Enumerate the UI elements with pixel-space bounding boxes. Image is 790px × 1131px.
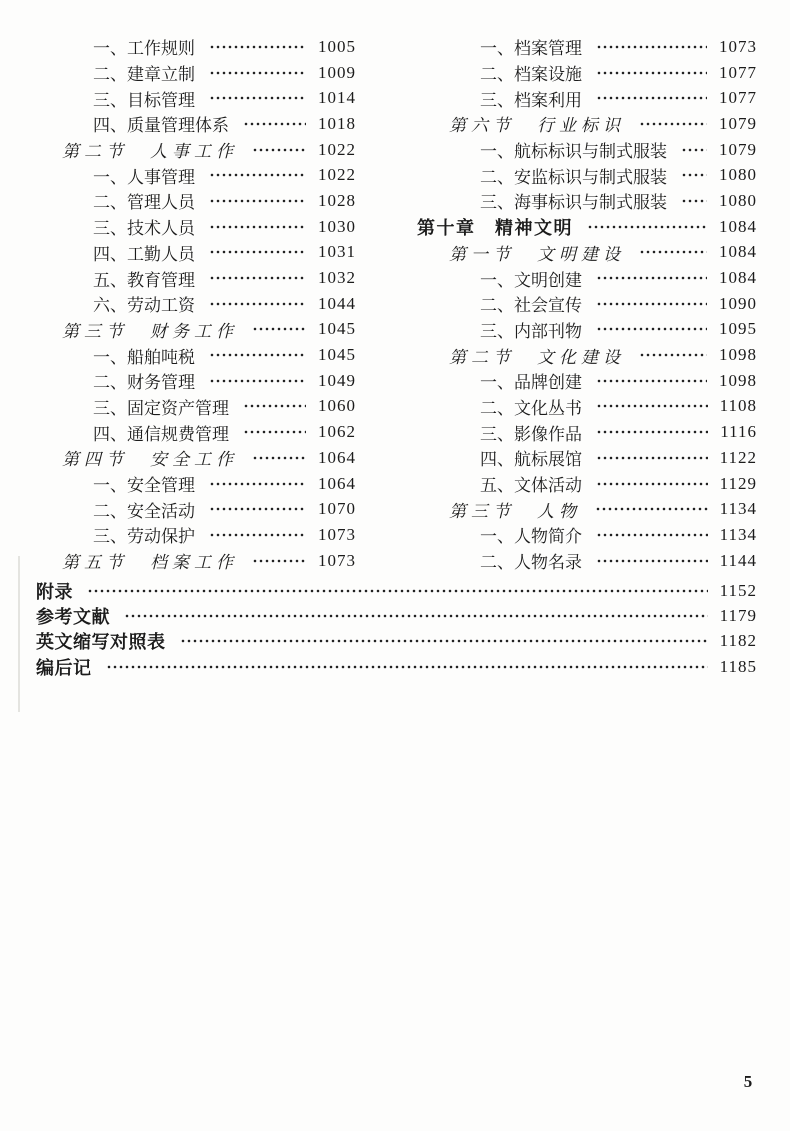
toc-entry [30,85,356,111]
toc-entry [417,419,757,445]
toc-entry-label: 第五节 档案工作 [62,553,238,573]
toc-entry-label: 一、工作规则 [93,39,195,59]
toc-entry-page: 1009 [318,62,356,82]
dot-leader [681,137,707,163]
toc-entry-page: 1095 [719,319,757,339]
dot-leader [252,445,306,471]
toc-entry [417,265,757,291]
dot-leader [209,496,306,522]
toc-entry-page: 1084 [719,242,757,262]
toc-entry [417,496,757,522]
toc-entry-page: 1129 [719,473,757,493]
scan-artifact-line [18,556,20,712]
toc-entry-label: 二、人物名录 [480,553,582,573]
toc-entry-label: 一、档案管理 [480,39,582,59]
toc-entry [30,445,356,471]
toc-entry-label: 四、工勤人员 [93,244,195,264]
dot-leader [209,471,306,497]
dot-leader [596,85,707,111]
toc-entry [417,34,757,60]
toc-entry [36,654,757,679]
toc-entry-label: 第二节 人事工作 [62,142,238,162]
toc-entry [417,317,757,343]
toc-entry-label: 三、内部刊物 [480,321,582,341]
dot-leader [596,291,707,317]
toc-back-matter [36,578,757,680]
toc-column-left [30,34,356,573]
toc-entry-page: 1070 [318,499,356,519]
toc-entry [30,60,356,86]
toc-entry [30,111,356,137]
toc-entry [30,34,356,60]
toc-entry-page: 1077 [719,88,757,108]
toc-entry [36,629,757,654]
toc-entry-label: 二、社会宣传 [480,296,582,316]
toc-entry-label: 编后记 [36,657,92,678]
toc-entry-label: 二、安全活动 [93,501,195,521]
dot-leader [596,34,707,60]
toc-entry-page: 1108 [719,396,757,416]
toc-entry [417,342,757,368]
toc-entry [417,548,757,574]
toc-entry-label: 三、目标管理 [93,90,195,110]
toc-entry-page: 1084 [719,216,757,236]
toc-entry-label: 第三节 财务工作 [62,321,238,341]
dot-leader [209,291,306,317]
toc-entry-label: 一、文明创建 [480,270,582,290]
toc-entry-label: 三、海事标识与制式服装 [480,193,667,213]
toc-entry-label: 第三节 人物 [449,501,581,521]
toc-entry-page: 1073 [318,550,356,570]
toc-entry [30,137,356,163]
page-number: 5 [743,1072,753,1091]
dot-leader [209,522,306,548]
toc-entry-page: 1022 [318,165,356,185]
toc-entry-label: 二、文化丛书 [480,398,582,418]
toc-entry-page: 1018 [318,113,356,133]
toc-entry [417,368,757,394]
toc-entry-page: 1185 [719,656,757,676]
toc-entry-page: 1045 [318,345,356,365]
dot-leader [681,188,707,214]
dot-leader [209,240,306,266]
toc-entry-page: 1134 [719,499,757,519]
toc-entry [30,240,356,266]
dot-leader [243,111,306,137]
dot-leader [252,548,306,574]
dot-leader [243,419,306,445]
toc-entry [30,291,356,317]
dot-leader [209,34,306,60]
dot-leader [595,496,708,522]
dot-leader [596,445,708,471]
toc-entry-page: 1045 [318,319,356,339]
toc-entry [417,214,757,240]
toc-entry [417,240,757,266]
toc-entry [30,317,356,343]
toc-entry [30,214,356,240]
dot-leader [124,603,708,628]
dot-leader [596,368,707,394]
toc-entry-label: 参考文献 [36,607,110,628]
toc-entry-page: 1044 [318,293,356,313]
toc-entry [30,162,356,188]
dot-leader [596,394,708,420]
toc-entry [30,419,356,445]
toc-entry [417,471,757,497]
dot-leader [639,111,707,137]
toc-entry-page: 1030 [318,216,356,236]
toc-entry-label: 五、教育管理 [93,270,195,290]
toc-entry-page: 1062 [318,422,356,442]
dot-leader [209,162,306,188]
toc-entry-page: 1073 [318,524,356,544]
toc-entry [417,291,757,317]
toc-entry [417,162,757,188]
toc-entry-page: 1005 [318,36,356,56]
toc-entry-label: 英文缩写对照表 [36,632,166,653]
toc-entry-label: 二、管理人员 [93,193,195,213]
toc-entry-label: 三、固定资产管理 [93,398,229,418]
dot-leader [639,342,707,368]
toc-entry-label: 第二节 文化建设 [449,347,625,367]
dot-leader [209,368,306,394]
toc-entry-page: 1116 [720,422,757,442]
toc-entry-page: 1179 [719,606,757,626]
toc-entry-label: 四、航标展馆 [480,450,582,470]
dot-leader [209,265,306,291]
toc-entry [36,603,757,628]
toc-column-right [417,34,757,573]
dot-leader [596,419,708,445]
toc-entry-label: 五、文体活动 [480,476,582,496]
dot-leader [252,137,306,163]
toc-entry-page: 1032 [318,268,356,288]
toc-entry-page: 1064 [318,447,356,467]
toc-entry [417,60,757,86]
toc-entry-page: 1144 [719,550,757,570]
toc-entry-label: 二、建章立制 [93,65,195,85]
toc-entry-page: 1098 [719,345,757,365]
dot-leader [681,162,707,188]
toc-entry-page: 1073 [719,36,757,56]
toc-entry-label: 第一节 文明建设 [449,244,625,264]
toc-entry [30,471,356,497]
toc-entry-label: 四、通信规费管理 [93,424,229,444]
toc-entry-label: 二、档案设施 [480,65,582,85]
toc-entry-label: 六、劳动工资 [93,296,195,316]
dot-leader [252,317,306,343]
toc-entry [417,137,757,163]
dot-leader [106,654,708,679]
dot-leader [596,548,708,574]
toc-entry-label: 第十章 精神文明 [417,217,573,238]
toc-entry [417,445,757,471]
toc-entry-page: 1098 [719,370,757,390]
dot-leader [209,342,306,368]
toc-entry [30,548,356,574]
dot-leader [587,214,707,240]
toc-entry-label: 三、影像作品 [480,424,582,444]
toc-entry-page: 1080 [719,165,757,185]
toc-entry-label: 一、人物简介 [480,527,582,547]
toc-entry [30,368,356,394]
toc-entry-label: 一、安全管理 [93,476,195,496]
toc-entry [30,522,356,548]
toc-entry [417,188,757,214]
toc-entry-page: 1079 [719,139,757,159]
dot-leader [209,188,306,214]
toc-entry-page: 1022 [318,139,356,159]
toc-entry-label: 四、质量管理体系 [93,116,229,136]
toc-entry-page: 1014 [318,88,356,108]
dot-leader [209,214,306,240]
toc-entry-label: 二、安监标识与制式服装 [480,167,667,187]
toc-entry-label: 附录 [36,581,73,602]
toc-entry-page: 1084 [719,268,757,288]
toc-entry [36,578,757,603]
toc-entry-label: 一、品牌创建 [480,373,582,393]
toc-entry-label: 第四节 安全工作 [62,450,238,470]
toc-entry [30,342,356,368]
toc-entry-label: 第六节 行业标识 [449,116,625,136]
toc-entry-label: 三、档案利用 [480,90,582,110]
toc-entry-page: 1134 [719,524,757,544]
toc-entry-page: 1028 [318,190,356,210]
dot-leader [639,240,707,266]
toc-entry-label: 一、人事管理 [93,167,195,187]
toc-entry-page: 1079 [719,113,757,133]
toc-entry-label: 三、技术人员 [93,219,195,239]
dot-leader [87,578,708,603]
toc-entry [30,265,356,291]
toc-entry-label: 一、船舶吨税 [93,347,195,367]
dot-leader [596,471,708,497]
dot-leader [596,265,707,291]
toc-entry-page: 1031 [318,242,356,262]
toc-entry-page: 1182 [719,631,757,651]
dot-leader [243,394,306,420]
toc-entry [30,188,356,214]
toc-entry-page: 1152 [719,580,757,600]
toc-entry [417,394,757,420]
toc-entry-page: 1077 [719,62,757,82]
dot-leader [596,60,707,86]
toc-entry [417,522,757,548]
toc-entry-page: 1049 [318,370,356,390]
toc-entry-page: 1064 [318,473,356,493]
toc-entry-page: 1122 [719,447,757,467]
dot-leader [209,85,306,111]
toc-entry [417,111,757,137]
dot-leader [180,629,708,654]
toc-entry-page: 1080 [719,190,757,210]
toc-entry [30,496,356,522]
toc-entry-page: 1060 [318,396,356,416]
toc-entry-page: 1090 [719,293,757,313]
dot-leader [596,317,707,343]
dot-leader [596,522,708,548]
toc-entry [417,85,757,111]
toc-entry-label: 二、财务管理 [93,373,195,393]
toc-entry-label: 三、劳动保护 [93,527,195,547]
toc-entry-label: 一、航标标识与制式服装 [480,142,667,162]
dot-leader [209,60,306,86]
toc-entry [30,394,356,420]
